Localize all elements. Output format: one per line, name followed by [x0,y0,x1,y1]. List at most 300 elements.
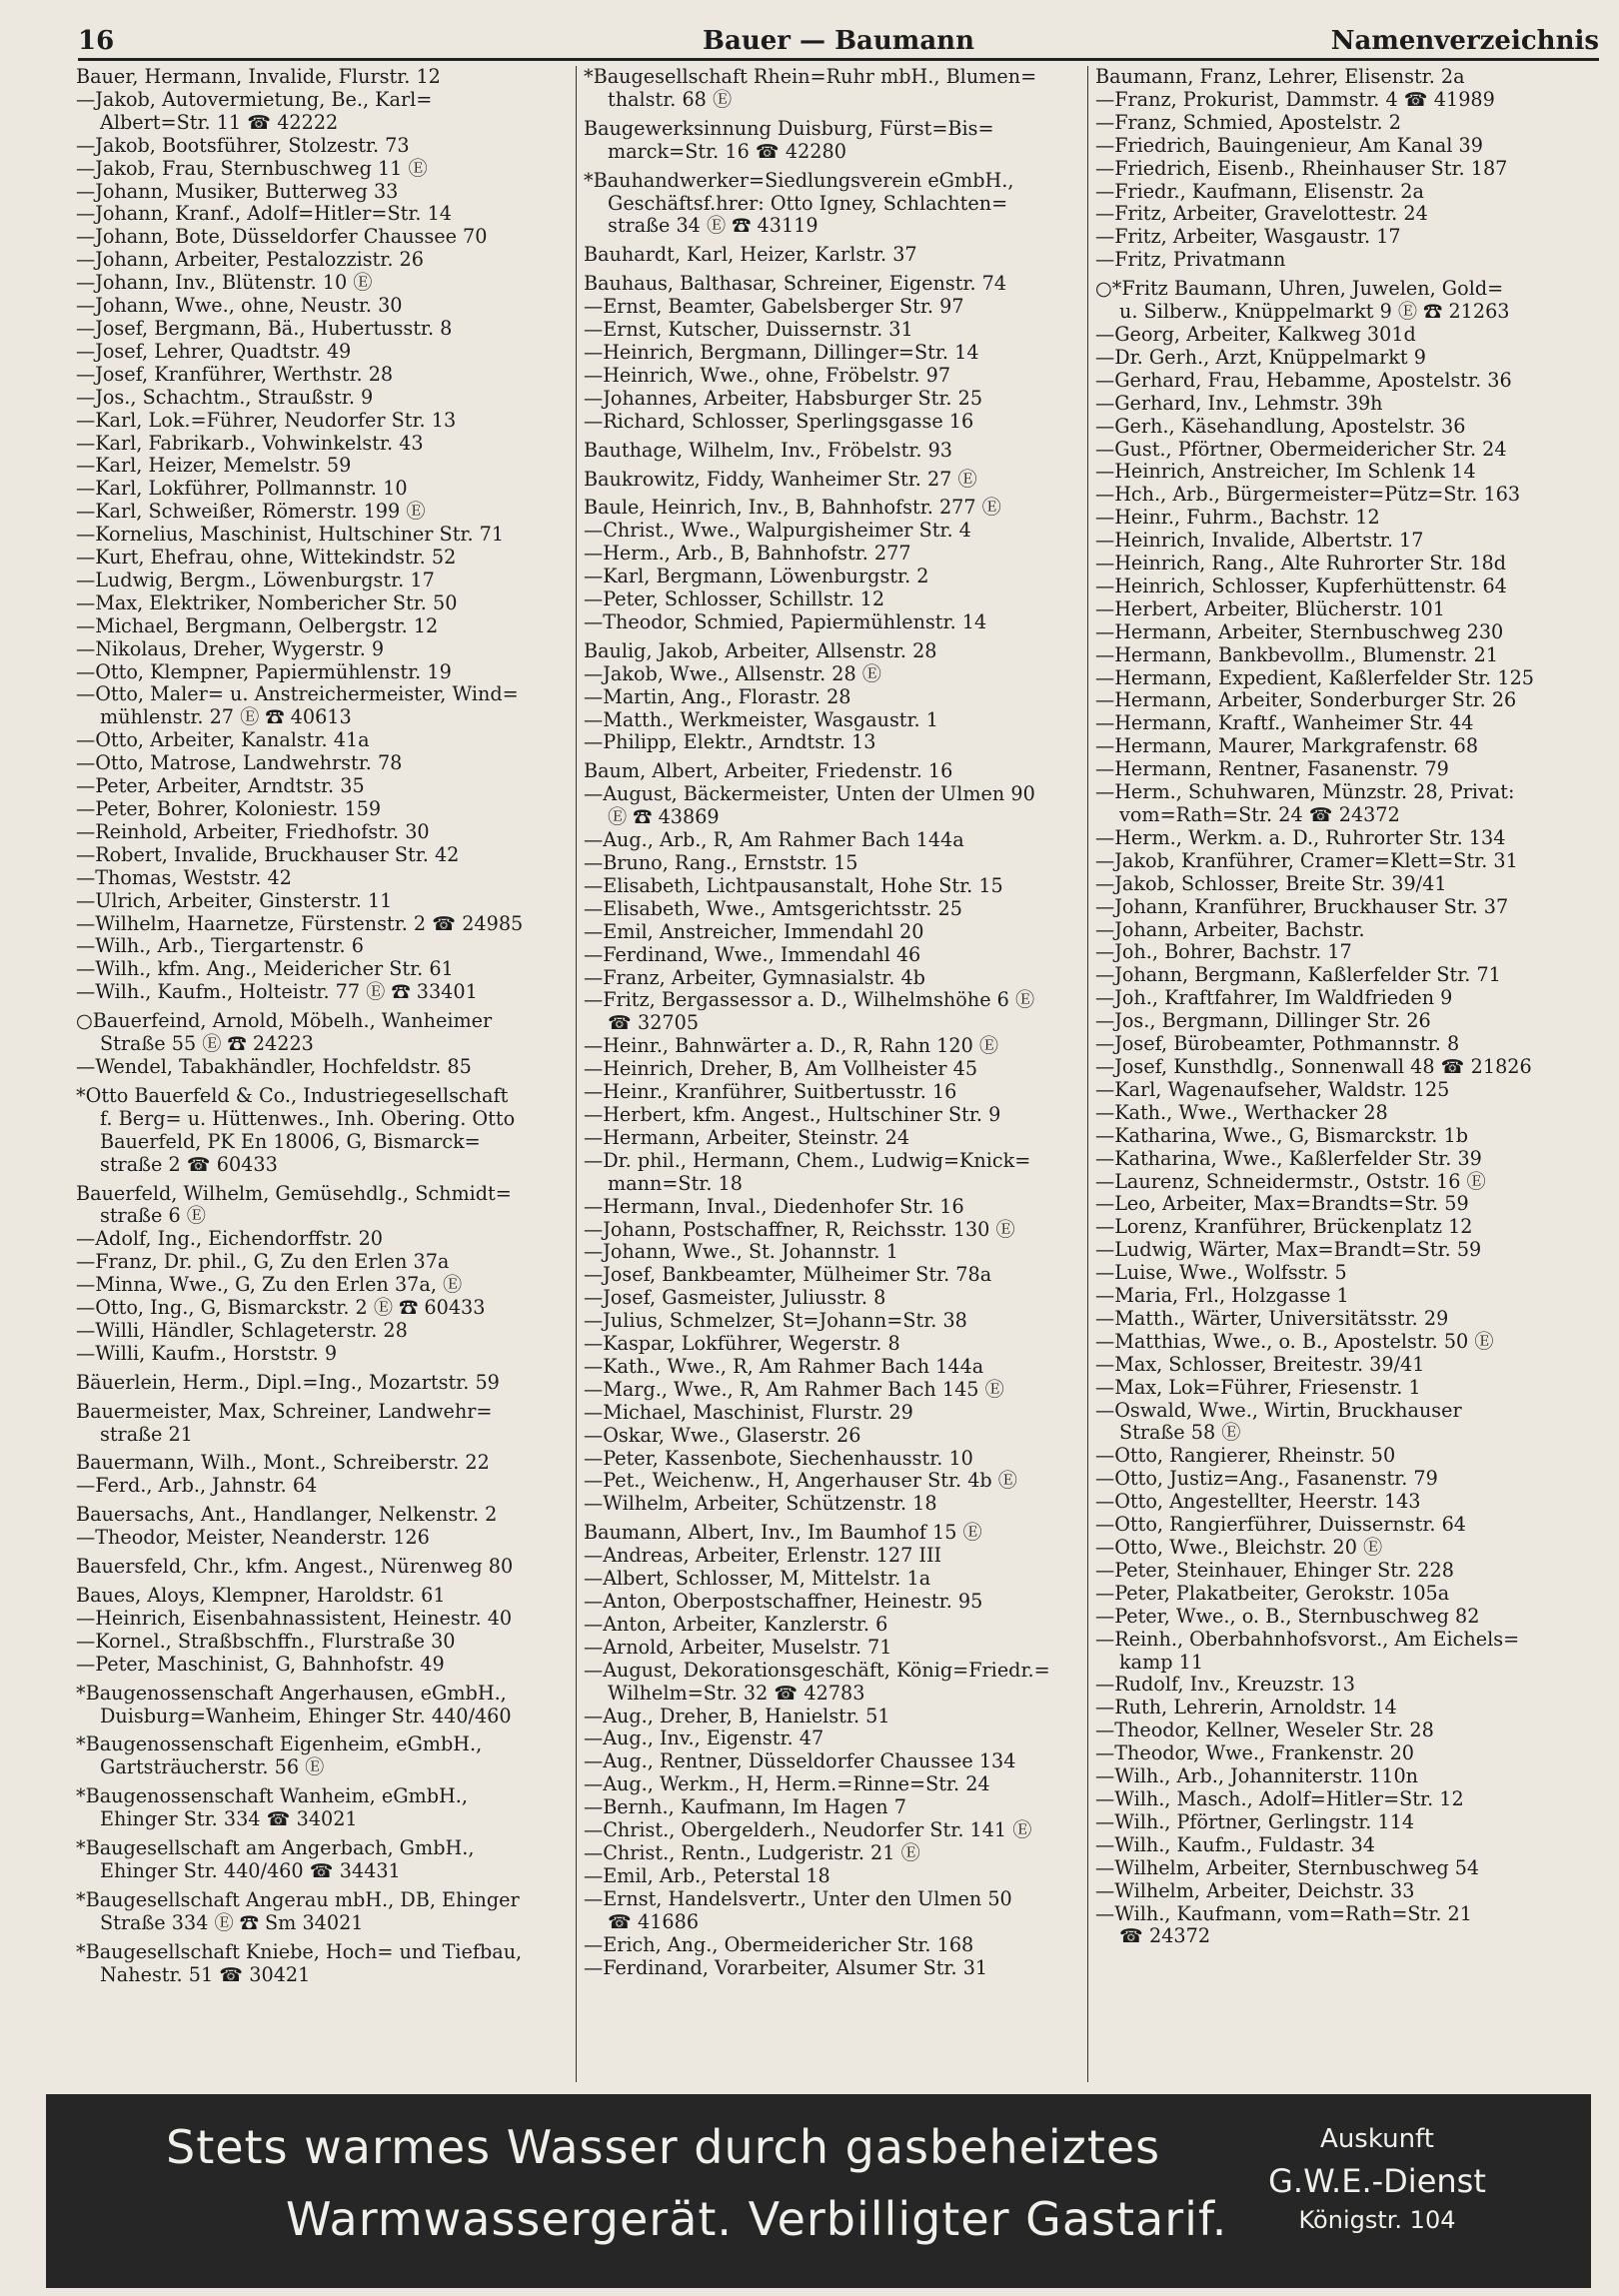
entry-text: —Ernst, Handelsvertr., Unter den Ulmen 50 [584,1887,1012,1910]
entry-text: —Herbert, Arbeiter, Blücherstr. 101 [1095,597,1445,620]
entry-text: —Ernst, Beamter, Gabelsberger Str. 97 [584,296,964,319]
directory-entry [76,1452,568,1475]
directory-entry [584,1310,1081,1333]
entry-text: —Theodor, Kellner, Weseler Str. 28 [1095,1720,1434,1742]
entry-text: —Fritz, Bergassessor a. D., Wilhelmshöhe 6 Ⓔ [584,989,1035,1012]
directory-entry [1095,1033,1601,1056]
directory-entry [1095,1377,1601,1400]
entry-text: —Ruth, Lehrerin, Arnoldstr. 14 [1095,1697,1397,1720]
entry-text: —Ferdinand, Wwe., Immendahl 46 [584,943,921,966]
directory-column-3 [1095,66,1601,2084]
entry-text: —Karl, Schweißer, Römerstr. 199 Ⓔ [76,501,426,524]
entry-text: —Karl, Lokführer, Pollmannstr. 10 [76,478,408,501]
entry-text: Bauermann, Wilh., Mont., Schreiberstr. 22 [76,1452,490,1475]
entry-text: —Lorenz, Kranführer, Brückenplatz 12 [1095,1216,1473,1239]
entry-text: ○Bauerfeind, Arnold, Möbelh., Wanheimer [76,1010,493,1033]
directory-entry [1095,89,1601,112]
entry-text: —Jakob, Bootsführer, Stolzestr. 73 [76,134,410,157]
entry-text: —Wilh., Kaufm., Fuldastr. 34 [1095,1833,1375,1856]
directory-entry [76,181,568,204]
entry-text: —Kurt, Ehefrau, ohne, Wittekindstr. 52 [76,547,457,570]
entry-text: —Rudolf, Inv., Kreuzstr. 13 [1095,1674,1355,1697]
directory-entry [584,319,1081,342]
entry-text: —Peter, Maschinist, G, Bahnhofstr. 49 [76,1653,445,1676]
entry-text: —Kaspar, Lokführer, Wegerstr. 8 [584,1333,900,1356]
entry-text: *Baugenossenschaft Eigenheim, eGmbH., [76,1733,483,1756]
directory-entry [584,342,1081,365]
entry-text: *Baugesellschaft Rhein=Ruhr mbH., Blumen= [584,66,1037,88]
section-title: Namenverzeichnis [1330,26,1599,56]
entry-text: —Wilh., Kaufm., Holteistr. 77 Ⓔ ☎ 33401 [76,981,478,1004]
directory-entry [1095,1400,1601,1446]
entry-text: —Karl, Lok.=Führer, Neudorfer Str. 13 [76,409,457,432]
directory-entry [1095,1010,1601,1033]
directory-entry [1095,1697,1601,1720]
directory-entry [76,1056,568,1079]
directory-entry [1095,1537,1601,1560]
entry-text: —Wilhelm, Arbeiter, Schützenstr. 18 [584,1493,937,1516]
entry-text: —Heinrich, Eisenbahnassistent, Heinestr. 40 [76,1607,513,1630]
entry-text: —Anton, Oberpostschaffner, Heinestr. 95 [584,1591,983,1613]
directory-entry [584,898,1081,921]
entry-text: —Arnold, Arbeiter, Muselstr. 71 [584,1636,892,1659]
entry-text: —Peter, Bohrer, Koloniestr. 159 [76,798,382,820]
entry-text: —Karl, Fabrikarb., Vohwinkelstr. 43 [76,432,424,455]
entry-text: —Aug., Werkm., H, Herm.=Rinne=Str. 24 [584,1773,990,1796]
directory-column-2 [584,66,1081,2084]
entry-text: —Heinrich, Dreher, B, Am Vollheister 45 [584,1058,978,1081]
directory-entry [76,1010,568,1056]
directory-entry [584,1264,1081,1287]
entry-text: —Hermann, Arbeiter, Steinstr. 24 [584,1126,910,1149]
entry-text: —Bernh., Kaufmann, Im Hagen 7 [584,1796,906,1819]
directory-entry [76,1585,568,1608]
directory-entry [76,410,568,433]
entry-text: Bauhardt, Karl, Heizer, Karlstr. 37 [584,244,917,267]
directory-entry [1095,1285,1601,1308]
entry-continuation: straße 21 [100,1423,193,1446]
entry-text: —Max, Schlosser, Breitestr. 39/41 [1095,1353,1425,1376]
entry-text: —Emil, Anstreicher, Immendahl 20 [584,920,924,943]
entry-text: —Heinrich, Wwe., ohne, Fröbelstr. 97 [584,364,951,387]
entry-text: —Wilh., Pförtner, Gerlingstr. 114 [1095,1810,1415,1833]
directory-entry [1095,1171,1601,1194]
entry-text: *Otto Bauerfeld & Co., Industriegesellschaft [76,1084,509,1107]
entry-text: —Wilh., Arb., Johanniterstr. 110n [1095,1765,1419,1788]
entry-text: —Herm., Arb., B, Bahnhofstr. 277 [584,543,911,566]
directory-entry [1095,896,1601,919]
directory-entry [1095,941,1601,964]
entry-text: —Johann, Postschaffner, R, Reichsstr. 130 Ⓔ [584,1218,1015,1241]
entry-text: —Ludwig, Wärter, Max=Brandt=Str. 59 [1095,1239,1482,1262]
directory-entry [1095,1148,1601,1171]
directory-entry [76,89,568,135]
entry-text: —Wilhelm, Haarnetze, Fürstenstr. 2 ☎ 24985 [76,912,524,935]
entry-text: Baues, Aloys, Klempner, Haroldstr. 61 [76,1585,446,1607]
entry-text: —Jakob, Wwe., Allsenstr. 28 Ⓔ [584,662,881,685]
directory-entry [1095,1903,1601,1949]
directory-entry [584,1470,1081,1493]
entry-text: —Peter, Steinhauer, Ehinger Str. 228 [1095,1559,1454,1582]
directory-entry [76,570,568,592]
directory-entry [584,1196,1081,1219]
directory-entry [1095,530,1601,553]
entry-text: —Aug., Inv., Eigenstr. 47 [584,1727,824,1750]
entry-text: Baum, Albert, Arbeiter, Friedenstr. 16 [584,760,953,783]
ad-box-address: Königstr. 104 [1298,2206,1456,2234]
directory-entry [584,588,1081,611]
directory-entry [1095,667,1601,690]
directory-entry [76,981,568,1004]
directory-entry [584,1241,1081,1264]
ad-box-name: G.W.E.-Dienst [1268,2162,1486,2200]
directory-entry [1095,621,1601,644]
entry-text: —Johann, Bote, Düsseldorfer Chaussee 70 [76,226,488,249]
directory-entry [1095,135,1601,158]
directory-entry [584,1957,1081,1980]
entry-text: —Heinrich, Invalide, Albertstr. 17 [1095,530,1424,553]
entry-text: —Josef, Bürobeamter, Pothmannstr. 8 [1095,1033,1460,1056]
directory-entry [584,1660,1081,1706]
directory-entry [76,1372,568,1395]
directory-entry [1095,1079,1601,1102]
entry-text: Bauersfeld, Chr., kfm. Angest., Nürenweg 80 [76,1556,514,1579]
entry-text: —Hermann, Expedient, Kaßlerfelder Str. 125 [1095,666,1534,689]
entry-text: —Gerh., Käsehandlung, Apostelstr. 36 [1095,415,1466,438]
entry-text: —Hermann, Inval., Diedenhofer Str. 16 [584,1195,964,1218]
entry-continuation: ☎ 24372 [1119,1925,1211,1948]
page-number: 16 [78,26,115,56]
entry-continuation: Gartsträucherstr. 56 Ⓔ [100,1756,325,1779]
directory-entry [1095,249,1601,272]
directory-entry [76,341,568,364]
page-header [78,26,1599,61]
directory-entry [76,455,568,478]
directory-entry [584,611,1081,634]
directory-entry [76,615,568,638]
entry-continuation: straße 2 ☎ 60433 [100,1153,278,1176]
directory-entry [76,387,568,410]
entry-continuation: kamp 11 [1119,1651,1204,1674]
directory-entry [584,244,1081,267]
entry-text: —Christ., Rentn., Ludgeristr. 21 Ⓔ [584,1841,920,1864]
directory-entry [1095,827,1601,850]
entry-text: —Wilhelm, Arbeiter, Sternbuschweg 54 [1095,1856,1480,1879]
directory-entry [76,798,568,821]
directory-entry [584,1568,1081,1591]
entry-text: —Johann, Wwe., ohne, Neustr. 30 [76,295,403,318]
directory-entry [1095,1125,1601,1148]
entry-text: —Gerhard, Inv., Lehmstr. 39h [1095,392,1383,415]
directory-entry [76,1608,568,1631]
entry-text: —Jakob, Frau, Sternbuschweg 11 Ⓔ [76,157,428,180]
entry-continuation: ☎ 32705 [608,1012,700,1035]
directory-entry [1095,1880,1601,1903]
directory-entry [76,867,568,890]
entry-text: —Fritz, Arbeiter, Wasgaustr. 17 [1095,226,1401,249]
entry-text: —Dr. phil., Hermann, Chem., Ludwig=Knick= [584,1149,1031,1172]
directory-entry [1095,1239,1601,1262]
entry-text: —Nikolaus, Dreher, Wygerstr. 9 [76,637,385,660]
directory-entry [76,478,568,501]
directory-entry [584,411,1081,434]
entry-text: *Bauhandwerker=Siedlungsverein eGmbH., [584,169,1014,192]
directory-entry [584,273,1081,296]
entry-text: —Heinrich, Schlosser, Kupferhüttenstr. 64 [1095,574,1507,597]
directory-entry [584,663,1081,686]
entry-text: —Fritz, Privatmann [1095,249,1286,272]
entry-text: —Katharina, Wwe., G, Bismarckstr. 1b [1095,1124,1468,1147]
directory-entry [584,1035,1081,1058]
directory-entry [1095,758,1601,781]
entry-text: Baugewerksinnung Duisburg, Fürst=Bis= [584,117,994,140]
directory-entry [584,1773,1081,1796]
entry-text: —Johann, Bergmann, Kaßlerfelder Str. 71 [1095,964,1501,987]
directory-entry [584,1750,1081,1773]
entry-text: —Karl, Heizer, Memelstr. 59 [76,455,352,478]
entry-text: —Pet., Weichenw., H, Angerhauser Str. 4b Ⓔ [584,1470,1017,1493]
entry-text: —Otto, Angestellter, Heerstr. 143 [1095,1491,1421,1514]
entry-text: —Andreas, Arbeiter, Erlenstr. 127 III [584,1545,942,1568]
directory-entry [1095,781,1601,827]
directory-entry [1095,1445,1601,1468]
entry-text: *Baugenossenschaft Angerhausen, eGmbH., [76,1682,507,1705]
directory-entry [1095,439,1601,462]
entry-text: —Wilh., Kaufmann, vom=Rath=Str. 21 [1095,1902,1472,1925]
entry-continuation: Nahestr. 51 ☎ 30421 [100,1963,311,1986]
entry-text: Baukrowitz, Fiddy, Wanheimer Str. 27 Ⓔ [584,468,977,491]
directory-entry [1095,873,1601,896]
directory-entry [1095,1468,1601,1491]
entry-text: —Marg., Wwe., R, Am Rahmer Bach 145 Ⓔ [584,1378,1004,1401]
entry-text: —Herm., Werkm. a. D., Ruhrorter Str. 134 [1095,826,1506,849]
directory-entry [584,1545,1081,1568]
entry-text: —Hermann, Arbeiter, Sonderburger Str. 26 [1095,689,1517,712]
directory-entry [1095,1354,1601,1377]
directory-entry [584,1888,1081,1934]
directory-entry [76,1251,568,1274]
entry-text: —Joh., Kraftfahrer, Im Waldfrieden 9 [1095,987,1453,1010]
directory-entry [584,566,1081,588]
directory-entry [1095,1560,1601,1583]
entry-text: —Christ., Wwe., Walpurgisheimer Str. 4 [584,520,971,543]
directory-column-1 [76,66,568,2084]
directory-entry [1095,1216,1601,1239]
directory-entry [1095,1193,1601,1216]
directory-entry [1095,553,1601,575]
entry-text: —Josef, Bergmann, Bä., Hubertusstr. 8 [76,317,453,340]
entry-text: —Laurenz, Schneidermstr., Oststr. 16 Ⓔ [1095,1170,1486,1193]
ad-box-title: Auskunft [1320,2124,1434,2154]
entry-text: —Jos., Schachtm., Straußstr. 9 [76,386,374,409]
entry-text: —Theodor, Schmied, Papiermühlenstr. 14 [584,610,987,633]
directory-entry [1095,1811,1601,1834]
entry-text: —Karl, Wagenaufseher, Waldstr. 125 [1095,1078,1450,1101]
directory-entry [76,66,568,89]
entry-text: —Georg, Arbeiter, Kalkweg 301d [1095,323,1416,346]
directory-entry [76,1343,568,1366]
directory-entry [76,1683,568,1728]
entry-text: —Michael, Bergmann, Oelbergstr. 12 [76,614,439,637]
entry-text: —Matth., Wärter, Universitätsstr. 29 [1095,1307,1449,1330]
directory-entry [584,1842,1081,1865]
directory-entry [76,1631,568,1654]
entry-text: ○*Fritz Baumann, Uhren, Juwelen, Gold= [1095,278,1504,301]
directory-entry [76,1085,568,1177]
directory-entry [584,921,1081,944]
directory-entry [1095,850,1601,873]
entry-text: —August, Bäckermeister, Unten der Ulmen 90 [584,783,1035,806]
entry-text: —Philipp, Elektr., Arndtstr. 13 [584,731,876,754]
directory-entry [76,775,568,798]
entry-text: —Christ., Obergelderh., Neudorfer Str. 141 Ⓔ [584,1819,1032,1842]
entry-text: —Anton, Arbeiter, Kanzlerstr. 6 [584,1613,888,1636]
directory-entry [1095,1308,1601,1331]
directory-entry [76,1889,568,1935]
directory-entry [584,497,1081,520]
entry-continuation: ☎ 41686 [608,1910,700,1933]
entry-text: —Theodor, Meister, Neanderstr. 126 [76,1527,430,1550]
entry-continuation: marck=Str. 16 ☎ 42280 [608,140,846,163]
directory-entry [584,640,1081,663]
directory-entry [1095,1583,1601,1606]
directory-entry [76,592,568,615]
directory-entry [584,440,1081,463]
directory-entry [1095,347,1601,370]
entry-text: —Josef, Lehrer, Quadtstr. 49 [76,340,352,363]
entry-text: Baumann, Franz, Lehrer, Elisenstr. 2a [1095,66,1465,88]
directory-entry [1095,66,1601,89]
entry-text: —Wilh., Arb., Tiergartenstr. 6 [76,935,364,958]
directory-entry [584,1819,1081,1842]
directory-entry [584,118,1081,164]
directory-entry [1095,324,1601,347]
entry-text: —Otto, Wwe., Bleichstr. 20 Ⓔ [1095,1537,1383,1559]
directory-entry [1095,987,1601,1010]
entry-text: —Franz, Schmied, Apostelstr. 2 [1095,111,1401,134]
entry-text: —Heinr., Fuhrm., Bachstr. 12 [1095,507,1380,530]
entry-text: —Josef, Kranführer, Werthstr. 28 [76,363,394,386]
entry-continuation: Ehinger Str. 334 ☎ 34021 [100,1808,358,1831]
entry-text: —Max, Lok=Führer, Friesenstr. 1 [1095,1376,1421,1399]
directory-entry [76,501,568,524]
directory-entry [584,543,1081,566]
entry-text: —Oskar, Wwe., Glaserstr. 26 [584,1424,861,1447]
entry-text: —Otto, Maler= u. Anstreichermeister, Wind= [76,683,519,706]
entry-continuation: Bauerfeld, PK En 18006, G, Bismarck= [100,1130,481,1153]
directory-entry [584,1127,1081,1150]
directory-entry [76,1785,568,1831]
entry-text: —Heinrich, Anstreicher, Im Schlenk 14 [1095,461,1476,484]
directory-entry [1095,461,1601,484]
directory-entry [584,1865,1081,1888]
directory-entry [76,1733,568,1779]
entry-text: —Franz, Dr. phil., G, Zu den Erlen 37a [76,1251,450,1274]
entry-text: —Herbert, kfm. Angest., Hultschiner Str. 9 [584,1103,1001,1126]
directory-entry [1095,416,1601,439]
directory-entry [584,686,1081,709]
entry-text: —Ernst, Kutscher, Duissernstr. 31 [584,319,913,342]
entry-text: —Willi, Kaufm., Horststr. 9 [76,1342,338,1365]
directory-entry [584,875,1081,898]
entry-text: —Elisabeth, Wwe., Amtsgerichtsstr. 25 [584,897,962,920]
directory-entry [76,1527,568,1550]
entry-text: —Wilh., kfm. Ang., Meidericher Str. 61 [76,958,454,981]
entry-continuation: vom=Rath=Str. 24 ☎ 24372 [1119,804,1400,826]
directory-entry [1095,1491,1601,1514]
entry-text: —Johannes, Arbeiter, Habsburger Str. 25 [584,387,983,410]
directory-entry [1095,919,1601,942]
directory-entry [584,469,1081,492]
directory-entry [1095,278,1601,324]
entry-text: —Aug., Dreher, B, Hanielstr. 51 [584,1705,890,1727]
directory-entry [76,821,568,844]
entry-text: —Herm., Schuhwaren, Münzstr. 28, Privat: [1095,781,1515,804]
directory-entry [584,1379,1081,1402]
entry-text: —Elisabeth, Lichtpausanstalt, Hohe Str. 15 [584,874,1003,897]
entry-continuation: Straße 334 Ⓔ ☎ Sm 34021 [100,1911,364,1934]
entry-text: —Minna, Wwe., G, Zu den Erlen 37a, Ⓔ [76,1274,463,1297]
entry-text: —Wilh., Masch., Adolf=Hitler=Str. 12 [1095,1787,1464,1810]
directory-entry [76,1654,568,1677]
page-title: Bauer — Baumann [703,26,974,56]
directory-entry [584,1425,1081,1448]
entry-text: —Reinhold, Arbeiter, Friedhofstr. 30 [76,820,430,843]
entry-text: —Wilhelm, Arbeiter, Deichstr. 33 [1095,1879,1415,1902]
entry-text: —Theodor, Wwe., Frankenstr. 20 [1095,1742,1414,1765]
directory-entry [1095,1674,1601,1697]
entry-text: —Kath., Wwe., Werthacker 28 [1095,1101,1388,1124]
directory-entry [76,1556,568,1579]
entry-text: Bauer, Hermann, Invalide, Flurstr. 12 [76,66,441,88]
entry-text: —Hch., Arb., Bürgermeister=Pütz=Str. 163 [1095,484,1521,507]
directory-entry [1095,181,1601,204]
entry-text: —Josef, Gasmeister, Juliusstr. 8 [584,1287,886,1310]
directory-entry [584,1614,1081,1637]
entry-text: —Hermann, Kraftf., Wanheimer Str. 44 [1095,712,1474,735]
directory-entry [584,1522,1081,1545]
entry-continuation: straße 6 Ⓔ [100,1205,206,1228]
entry-text: Bauerfeld, Wilhelm, Gemüsehdlg., Schmidt= [76,1182,512,1205]
entry-continuation: f. Berg= u. Hüttenwes., Inh. Obering. Otto [100,1107,516,1130]
entry-text: —Ludwig, Bergm., Löwenburgstr. 17 [76,569,435,591]
entry-text: —Jos., Bergmann, Dillinger Str. 26 [1095,1010,1431,1033]
entry-text: —Peter, Schlosser, Schillstr. 12 [584,588,885,611]
directory-entry [76,638,568,661]
entry-text: —Ferdinand, Vorarbeiter, Alsumer Str. 31 [584,1956,988,1979]
directory-entry [1095,644,1601,667]
directory-entry [1095,484,1601,507]
directory-entry [584,1104,1081,1127]
directory-entry [584,783,1081,829]
entry-text: —Jakob, Schlosser, Breite Str. 39/41 [1095,872,1447,895]
entry-text: —Otto, Justiz=Ang., Fasanenstr. 79 [1095,1468,1438,1491]
entry-text: —Fritz, Arbeiter, Gravelottestr. 24 [1095,203,1428,226]
entry-continuation: Duisburg=Wanheim, Ehinger Str. 440/460 [100,1705,512,1727]
entry-text: —Julius, Schmelzer, St=Johann=Str. 38 [584,1310,967,1333]
directory-entry [1095,1102,1601,1125]
entry-text: —Heinr., Bahnwärter a. D., R, Rahn 120 Ⓔ [584,1035,999,1058]
entry-text: —Gust., Pförtner, Obermeidericher Str. 24 [1095,438,1507,461]
entry-text: —Johann, Kranführer, Bruckhauser Str. 37 [1095,895,1509,918]
entry-continuation: thalstr. 68 Ⓔ [608,88,733,111]
entry-text: —Maria, Frl., Holzgasse 1 [1095,1285,1349,1308]
directory-entry [76,935,568,958]
entry-text: —Heinr., Kranführer, Suitbertusstr. 16 [584,1081,957,1104]
directory-entry [1095,575,1601,598]
directory-entry [76,1297,568,1320]
directory-entry [76,135,568,158]
